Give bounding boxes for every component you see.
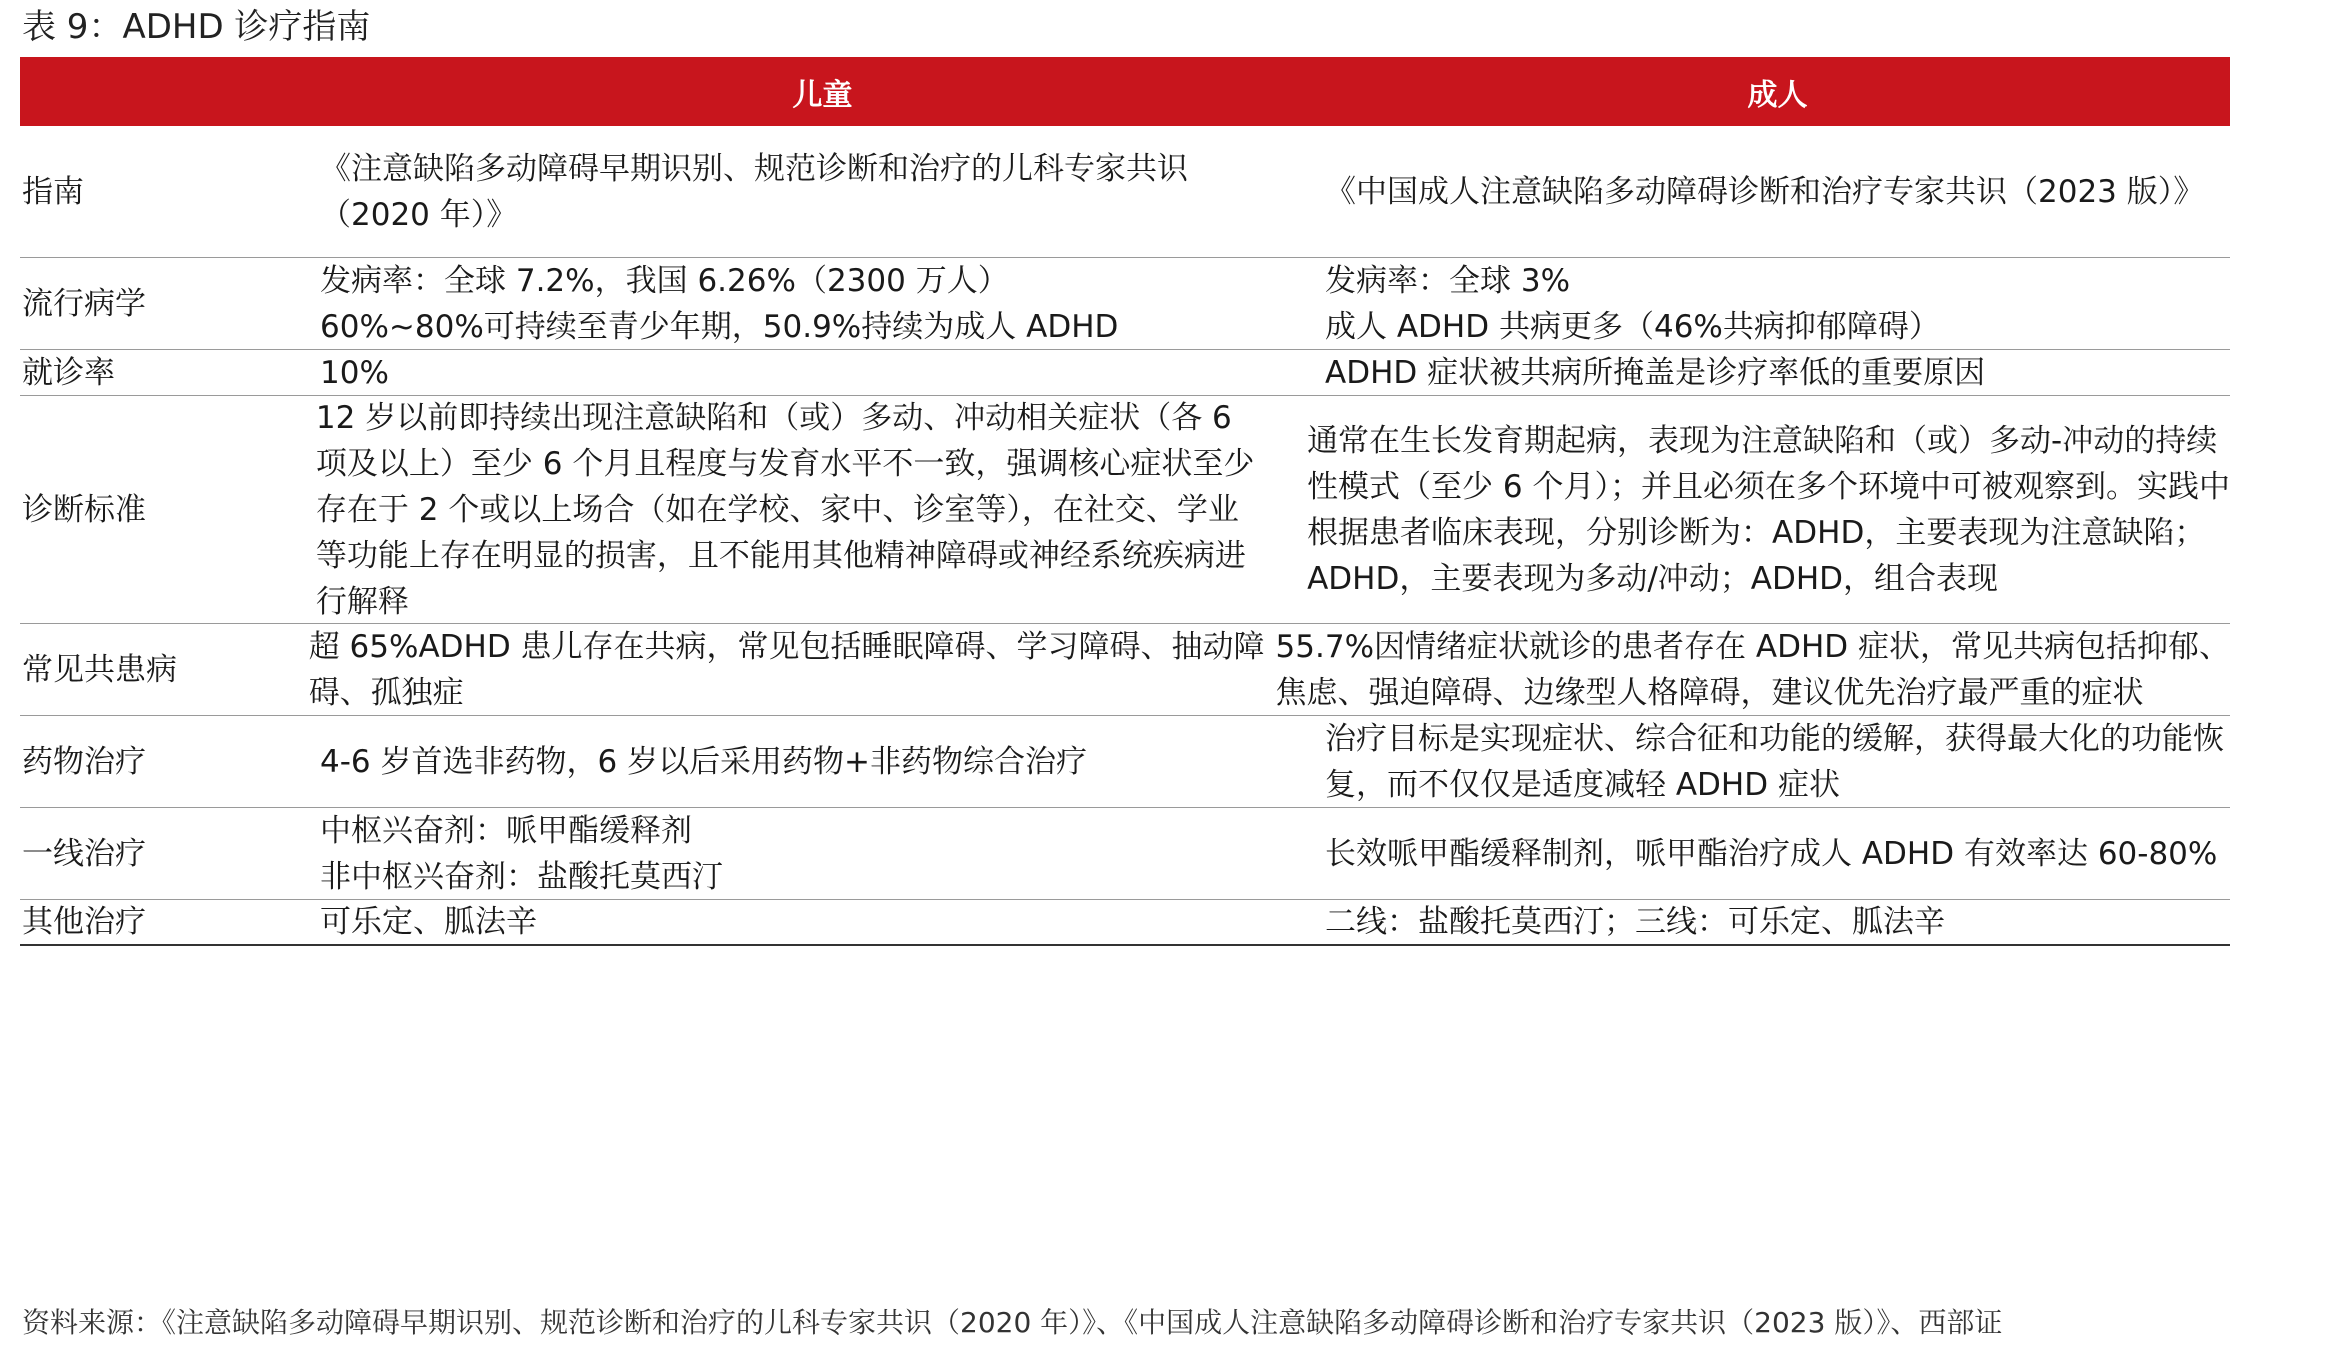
adults-cell-line: 治疗目标是实现症状、综合征和功能的缓解，获得最大化的功能恢 <box>1325 720 2224 757</box>
children-cell <box>320 808 1325 899</box>
adults-cell-line: ADHD，主要表现为多动/冲动；ADHD，组合表现 <box>1307 560 1999 597</box>
children-cell-line: 10% <box>320 354 389 391</box>
adults-cell-line: 二线：盐酸托莫西汀；三线：可乐定、胍法辛 <box>1325 904 1945 940</box>
children-cell-line: 60%~80%可持续至青少年期，50.9%持续为成人 ADHD <box>320 308 1119 345</box>
children-cell-line: 存在于 2 个或以上场合（如在学校、家中、诊室等），在社交、学业 <box>315 491 1239 528</box>
adults-cell <box>1325 716 2230 807</box>
adults-cell-line: 《中国成人注意缺陷多动障碍诊断和治疗专家共识（2023 版）》 <box>1325 173 2205 210</box>
children-cell-line: 等功能上存在明显的损害，且不能用其他精神障碍或神经系统疾病进 <box>315 537 1246 574</box>
table-row <box>20 258 2230 350</box>
children-cell-line: 中枢兴奋剂：哌甲酯缓释剂 <box>320 812 692 849</box>
row-label: 诊断标准 <box>22 491 146 528</box>
children-cell-line: （2020 年）》 <box>320 196 518 233</box>
table-title: 表 9：ADHD 诊疗指南 <box>22 7 371 47</box>
header-label-column <box>20 57 320 126</box>
adults-cell <box>1276 624 2230 715</box>
adults-cell-line: 长效哌甲酯缓释制剂，哌甲酯治疗成人 ADHD 有效率达 60-80% <box>1325 835 2218 872</box>
table-header <box>20 57 2230 126</box>
children-cell <box>316 396 1307 623</box>
header-adults: 成人 <box>1747 77 1808 113</box>
adults-cell-line: 焦虑、强迫障碍、边缘型人格障碍，建议优先治疗最严重的症状 <box>1275 674 2144 711</box>
adults-cell <box>1325 350 2230 395</box>
children-cell <box>320 350 1325 395</box>
adults-cell-line: 根据患者临床表现，分别诊断为：ADHD，主要表现为注意缺陷； <box>1307 514 2206 551</box>
table-row <box>20 716 2230 808</box>
adults-cell-line: 发病率：全球 3% <box>1325 262 1571 299</box>
children-cell-line: 发病率：全球 7.2%，我国 6.26%（2300 万人） <box>320 262 1009 299</box>
table-row <box>20 808 2230 900</box>
children-cell-line: 项及以上）至少 6 个月且程度与发育水平不一致，强调核心症状至少 <box>315 445 1255 482</box>
children-cell-line: 行解释 <box>315 583 409 620</box>
table-body <box>20 126 2230 946</box>
row-label: 常见共患病 <box>22 651 177 688</box>
children-cell <box>320 716 1325 807</box>
children-cell-line: 碍、孤独症 <box>308 674 464 711</box>
row-label: 流行病学 <box>22 285 146 322</box>
children-cell-line: 12 岁以前即持续出现注意缺陷和（或）多动、冲动相关症状（各 6 <box>315 399 1232 436</box>
table-row <box>20 350 2230 396</box>
row-label: 一线治疗 <box>22 835 146 872</box>
children-cell-line: 4-6 岁首选非药物，6 岁以后采用药物+非药物综合治疗 <box>320 743 1088 780</box>
adults-cell-line: 性模式（至少 6 个月）；并且必须在多个环境中可被观察到。实践中 <box>1307 468 2230 505</box>
children-cell-line: 非中枢兴奋剂：盐酸托莫西汀 <box>320 858 723 895</box>
children-cell <box>309 624 1276 715</box>
adults-cell-line: 复，而不仅仅是适度减轻 ADHD 症状 <box>1325 766 1840 803</box>
adults-cell-line: 55.7%因情绪症状就诊的患者存在 ADHD 症状，常见共病包括抑郁、 <box>1275 628 2230 665</box>
children-cell-line: 超 65%ADHD 患儿存在共病，常见包括睡眠障碍、学习障碍、抽动障 <box>308 628 1265 665</box>
adults-cell <box>1325 900 2230 944</box>
adults-cell <box>1325 258 2230 349</box>
adults-cell-line: ADHD 症状被共病所掩盖是诊疗率低的重要原因 <box>1325 354 1986 391</box>
row-label: 药物治疗 <box>22 743 146 780</box>
children-cell <box>320 258 1325 349</box>
table-row <box>20 900 2230 946</box>
adults-cell-line: 成人 ADHD 共病更多（46%共病抑郁障碍） <box>1325 308 1940 345</box>
adhd-guideline-table <box>20 57 2230 946</box>
source-note: 资料来源：《注意缺陷多动障碍早期识别、规范诊断和治疗的儿科专家共识（2020 年）》、《中国成人注意缺陷多动障碍诊断和治疗专家共识（2023 版）》、西部证 <box>22 1306 2003 1339</box>
row-label: 其他治疗 <box>22 904 146 940</box>
children-cell <box>320 900 1325 944</box>
table-row <box>20 624 2230 716</box>
adults-cell <box>1307 396 2230 623</box>
adults-cell <box>1325 126 2230 257</box>
adults-cell-line: 通常在生长发育期起病，表现为注意缺陷和（或）多动-冲动的持续 <box>1307 422 2218 459</box>
children-cell <box>320 126 1325 257</box>
header-children: 儿童 <box>792 77 853 113</box>
children-cell-line: 可乐定、胍法辛 <box>320 904 537 940</box>
children-cell-line: 《注意缺陷多动障碍早期识别、规范诊断和治疗的儿科专家共识 <box>320 150 1188 187</box>
table-row <box>20 126 2230 258</box>
row-label: 就诊率 <box>22 354 115 391</box>
table-row <box>20 396 2230 624</box>
adults-cell <box>1325 808 2230 899</box>
row-label: 指南 <box>22 173 84 210</box>
